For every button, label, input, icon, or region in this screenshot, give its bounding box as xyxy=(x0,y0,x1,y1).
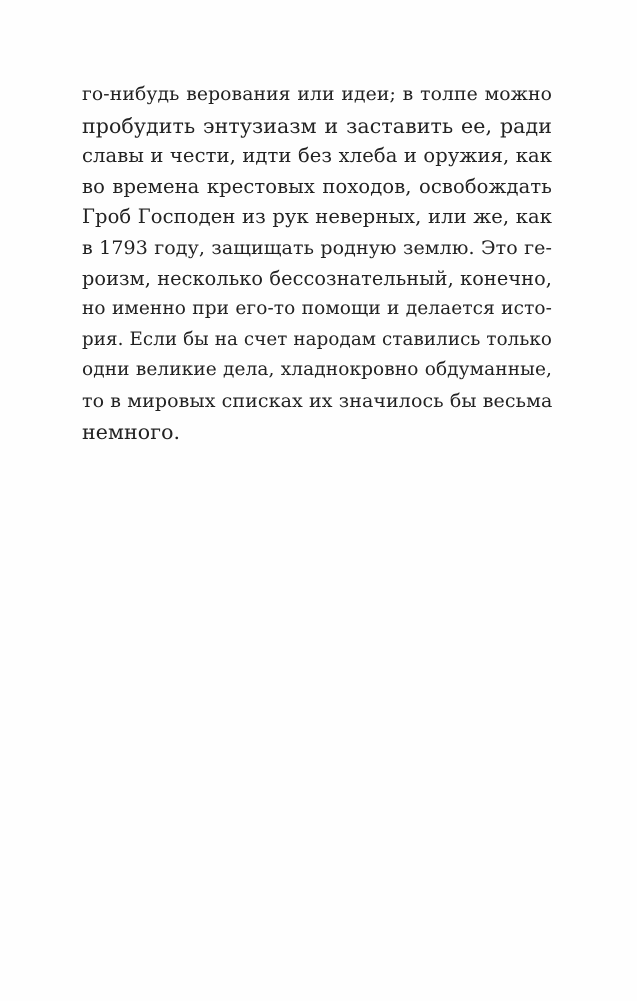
text-line: одни великие дела, хладнокровно обдуманные, xyxy=(82,359,552,381)
text-line: немного. xyxy=(82,419,181,444)
text-line: то в мировых списках их значилось бы весьма xyxy=(82,389,553,412)
text-line: в 1793 году, защищать родную землю. Это ге- xyxy=(82,236,552,259)
text-line: го-нибудь верования или идеи; в толпе можно xyxy=(82,84,552,105)
text-line: Гроб Господен из рук неверных, или же, как xyxy=(82,205,552,229)
text-line: рия. Если бы на счет народам ставились только xyxy=(82,328,552,350)
text-line: славы и чести, идти без хлеба и оружия, как xyxy=(82,144,552,168)
body-text xyxy=(82,80,552,447)
text-line: пробудить энтузиазм и заставить ее, ради xyxy=(82,113,552,138)
text-line: роизм, несколько бессознательный, конечно, xyxy=(82,266,552,290)
text-line: во времена крестовых походов, освобождать xyxy=(82,174,552,198)
text-line: но именно при его-то помощи и делается исто- xyxy=(82,298,552,320)
